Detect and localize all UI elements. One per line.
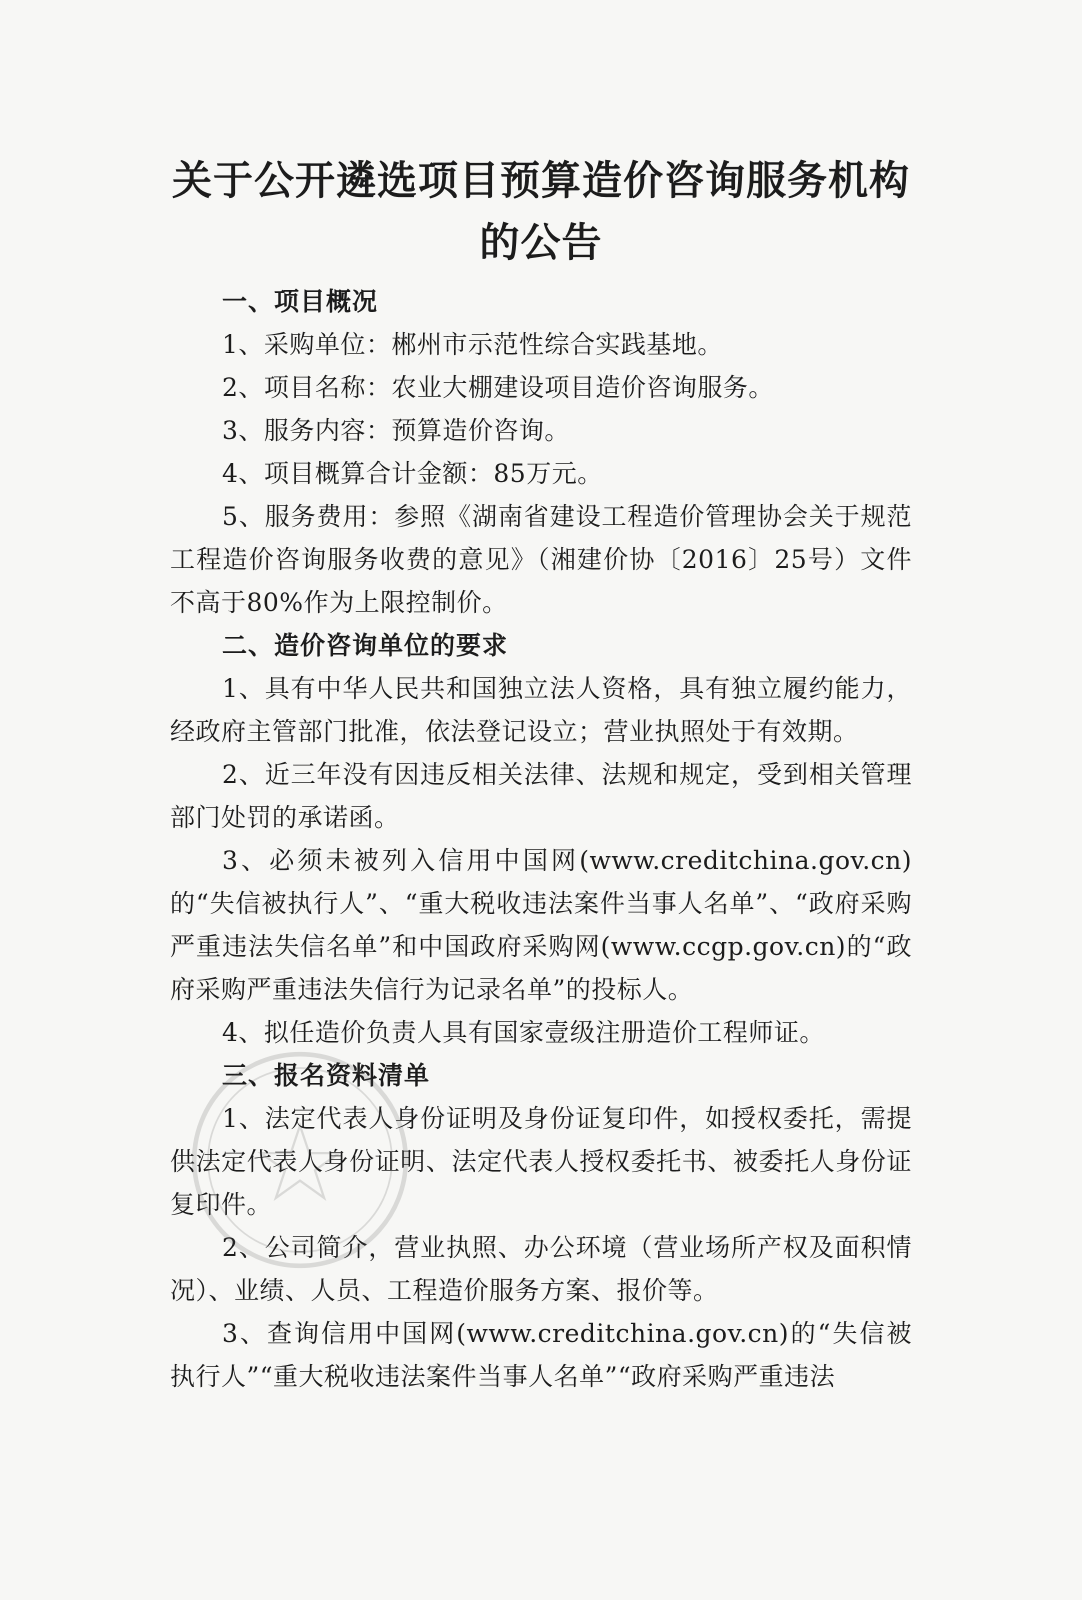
paragraph: 2、近三年没有因违反相关法律、法规和规定，受到相关管理部门处罚的承诺函。 [170, 760, 912, 832]
paragraph: 1、采购单位：郴州市示范性综合实践基地。 [222, 330, 723, 359]
section-heading-2: 二、造价咨询单位的要求 [222, 631, 509, 660]
paragraph: 1、法定代表人身份证明及身份证复印件，如授权委托，需提供法定代表人身份证明、法定代表人授权委托书、被委托人身份证复印件。 [170, 1104, 912, 1219]
paragraph: 4、拟任造价负责人具有国家壹级注册造价工程师证。 [222, 1018, 825, 1047]
section-heading-1: 一、项目概况 [222, 287, 379, 316]
paragraph: 4、项目概算合计金额：85万元。 [222, 459, 603, 488]
paragraph: 3、查询信用中国网(www.creditchina.gov.cn)的“失信被执行人”“重大税收违法案件当事人名单”“政府采购严重违法 [170, 1319, 912, 1391]
paragraph: 2、项目名称：农业大棚建设项目造价咨询服务。 [222, 373, 774, 402]
paragraph: 3、服务内容：预算造价咨询。 [222, 416, 570, 445]
title-line-2: 的公告 [479, 220, 603, 266]
title-line-1: 关于公开遴选项目预算造价咨询服务机构 [172, 158, 910, 204]
section-heading-3: 三、报名资料清单 [222, 1061, 431, 1090]
paragraph: 3、必须未被列入信用中国网(www.creditchina.gov.cn)的“失信被执行人”、“重大税收违法案件当事人名单”、“政府采购严重违法失信名单”和中国政府采购网(www.ccgp.gov.cn)的“政府采购严重违法失信行为记录名单”的投标人。 [170, 846, 912, 1004]
page-title [170, 150, 912, 274]
paragraph: 2、公司简介，营业执照、办公环境（营业场所产权及面积情况）、业绩、人员、工程造价服务方案、报价等。 [170, 1233, 912, 1305]
paragraph: 1、具有中华人民共和国独立法人资格，具有独立履约能力，经政府主管部门批准，依法登记设立；营业执照处于有效期。 [170, 674, 912, 746]
paragraph: 5、服务费用：参照《湖南省建设工程造价管理协会关于规范工程造价咨询服务收费的意见》（湘建价协〔2016〕25号）文件不高于80%作为上限控制价。 [170, 502, 912, 617]
